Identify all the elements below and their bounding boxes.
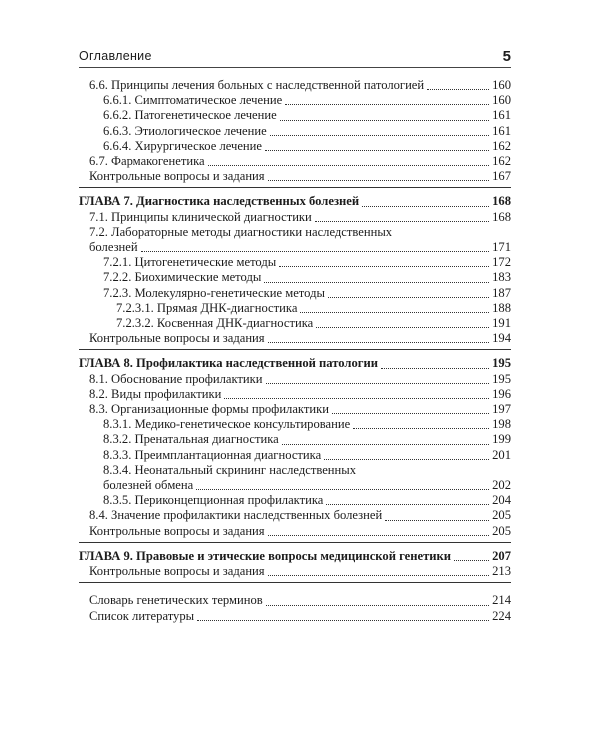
header-title: Оглавление — [79, 49, 152, 63]
toc-entry: 8.3.1. Медико-генетическое консультирование 198 — [103, 417, 511, 432]
toc-entry: 7.2.1. Цитогенетические методы 172 — [103, 255, 511, 270]
section-divider — [79, 582, 511, 583]
toc-entry: 6.6.1. Симптоматическое лечение 160 — [103, 93, 511, 108]
toc-entry: 8.1. Обоснование профилактики 195 — [89, 371, 511, 386]
toc-entry: Контрольные вопросы и задания 167 — [89, 169, 511, 184]
toc-entry: 6.6. Принципы лечения больных с наследственной патологией 160 — [89, 78, 511, 92]
toc-entry-line1: 8.3.4. Неонатальный скрининг наследственных — [103, 462, 357, 477]
toc-entry: Контрольные вопросы и задания 213 — [89, 564, 511, 579]
toc-entry: 8.3.2. Пренатальная диагностика 199 — [103, 432, 511, 447]
toc-entry-glossary: Словарь генетических терминов 214 — [89, 593, 511, 608]
toc-entry: Контрольные вопросы и задания 194 — [89, 331, 511, 346]
toc-entry: 8.3.3. Преимплантационная диагностика 201 — [103, 447, 511, 462]
toc-entry: 8.3.5. Периконцепционная профилактика 204 — [103, 493, 511, 508]
chapter-divider — [79, 542, 511, 543]
toc-entry: 7.1. Принципы клинической диагностики 168 — [89, 209, 511, 224]
table-of-contents — [79, 78, 511, 624]
running-header — [79, 45, 511, 68]
toc-entry: 8.3. Организационные формы профилактики 197 — [89, 402, 511, 417]
toc-chapter-entry: ГЛАВА 9. Правовые и этические вопросы медицинской генетики 207 — [79, 548, 511, 563]
toc-entry: 6.6.3. Этиологическое лечение 161 — [103, 123, 511, 138]
toc-entry: 6.6.2. Патогенетическое лечение 161 — [103, 108, 511, 123]
toc-entry: 7.2.3. Молекулярно-генетические методы 187 — [103, 285, 511, 300]
chapter-divider — [79, 187, 511, 188]
toc-entry: Контрольные вопросы и задания 205 — [89, 523, 511, 538]
toc-entry: 7.2.3.2. Косвенная ДНК-диагностика 191 — [116, 316, 511, 331]
toc-entry-line1: 7.2. Лабораторные методы диагностики наследственных — [89, 224, 393, 239]
toc-entry: 8.2. Виды профилактики 196 — [89, 386, 511, 401]
page-number: 5 — [502, 48, 511, 65]
toc-entry: 8.4. Значение профилактики наследственных болезней 205 — [89, 508, 511, 523]
toc-entry-multiline: 8.3.4. Неонатальный скрининг наследственных болезней обмена 202 — [103, 462, 511, 493]
chapter-divider — [79, 349, 511, 350]
toc-entry: 6.7. Фармакогенетика 162 — [89, 154, 511, 169]
toc-entry: 6.6.4. Хирургическое лечение 162 — [103, 138, 511, 153]
toc-entry: 7.2.2. Биохимические методы 183 — [103, 270, 511, 285]
toc-chapter-entry: ГЛАВА 7. Диагностика наследственных болезней 168 — [79, 194, 511, 209]
toc-entry-references: Список литературы 224 — [89, 608, 511, 623]
toc-entry: 7.2.3.1. Прямая ДНК-диагностика 188 — [116, 300, 511, 315]
toc-chapter-entry: ГЛАВА 8. Профилактика наследственной патологии 195 — [79, 356, 511, 371]
toc-entry-multiline: 7.2. Лабораторные методы диагностики наследственных болезней 171 — [89, 224, 511, 255]
